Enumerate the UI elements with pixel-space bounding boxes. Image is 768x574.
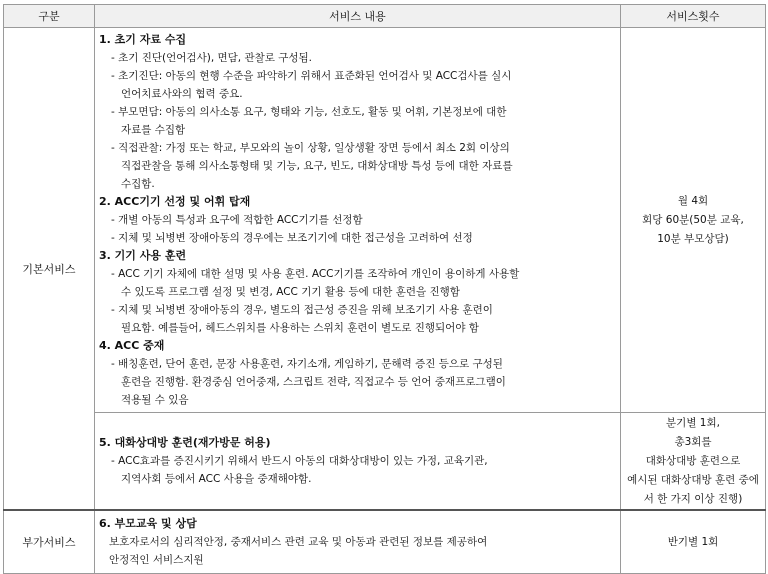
item-line: 초기 진단(언어검사), 면담, 관찰로 구성됨. bbox=[118, 52, 312, 64]
section-title: 4. ACC 중재 bbox=[99, 339, 165, 352]
list-item bbox=[99, 139, 616, 193]
extra-service-row bbox=[4, 510, 766, 574]
frequency-line: 10분 부모상담) bbox=[657, 232, 729, 245]
dash: - bbox=[111, 142, 115, 154]
item-line: 지체 및 뇌병변 장애아동의 경우에는 보조기기에 대한 접근성을 고려하여 선정 bbox=[118, 232, 473, 244]
list-item bbox=[99, 49, 616, 67]
item-line: 수 있도록 프로그램 설정 및 변경, ACC 기기 활용 등에 대한 훈련을 진행함 bbox=[121, 286, 460, 298]
section-initial-data bbox=[99, 31, 616, 193]
item-line: ACC 기기 자체에 대한 설명 및 사용 훈련. ACC기기를 조작하여 개인이 용이하게 사용할 bbox=[118, 268, 520, 280]
item-line: 언어치료사와의 협력 중요. bbox=[121, 88, 243, 100]
dash: - bbox=[111, 70, 115, 82]
item-line: 부모면담: 아동의 의사소통 요구, 형태와 기능, 선호도, 활동 및 어휘, 기본정보에 대한 bbox=[118, 106, 507, 118]
frequency-line: 대화상대방 훈련으로 bbox=[645, 454, 741, 467]
partner-training-frequency-cell bbox=[621, 413, 766, 511]
partner-training-row bbox=[4, 413, 766, 511]
extra-category-cell: 부가서비스 bbox=[4, 510, 95, 574]
table-header-row bbox=[4, 5, 766, 28]
list-item bbox=[99, 355, 616, 409]
item-line: 수집함. bbox=[121, 178, 155, 190]
extra-frequency-cell: 반기별 1회 bbox=[621, 510, 766, 574]
frequency-line: 월 4회 bbox=[677, 194, 709, 207]
dash: - bbox=[111, 358, 115, 370]
dash: - bbox=[111, 232, 115, 244]
section-title: 2. ACC기기 선정 및 어휘 탑재 bbox=[99, 195, 251, 208]
item-line: 적용될 수 있음 bbox=[121, 394, 189, 406]
section-title: 5. 대화상대방 훈련(재가방문 허용) bbox=[99, 436, 271, 449]
content-line: 안정적인 서비스지원 bbox=[109, 554, 204, 566]
dash: - bbox=[111, 304, 115, 316]
dash: - bbox=[111, 455, 115, 467]
header-content: 서비스 내용 bbox=[95, 5, 621, 28]
item-line: 훈련을 진행함. 환경중심 언어중재, 스크립트 전략, 직접교수 등 언어 중재프로그램이 bbox=[121, 376, 506, 388]
extra-content-cell bbox=[95, 510, 621, 574]
dash: - bbox=[111, 214, 115, 226]
basic-category-cell: 기본서비스 bbox=[4, 28, 95, 511]
section-acc-intervention bbox=[99, 337, 616, 409]
dash: - bbox=[111, 106, 115, 118]
list-item bbox=[99, 452, 616, 488]
list-item bbox=[99, 103, 616, 139]
header-frequency: 서비스횟수 bbox=[621, 5, 766, 28]
frequency-line: 예시된 대화상대방 훈련 중에 bbox=[627, 473, 759, 486]
item-line: 초기진단: 아동의 현행 수준을 파악하기 위해서 표준화된 언어검사 및 ACC검사를 실시 bbox=[118, 70, 512, 82]
service-table bbox=[3, 4, 766, 574]
basic-frequency-cell bbox=[621, 28, 766, 413]
basic-content-cell bbox=[95, 28, 621, 413]
header-category: 구분 bbox=[4, 5, 95, 28]
item-line: 개별 아동의 특성과 요구에 적합한 ACC기기를 선정함 bbox=[118, 214, 363, 226]
partner-training-content-cell bbox=[95, 413, 621, 511]
list-item bbox=[99, 229, 616, 247]
list-item bbox=[99, 67, 616, 103]
dash: - bbox=[111, 268, 115, 280]
content-line: 보호자로서의 심리적안정, 중재서비스 관련 교육 및 아동과 관련된 정보를 제공하여 bbox=[109, 536, 488, 548]
frequency-line: 총3회를 bbox=[674, 435, 712, 448]
item-line: ACC효과를 증진시키기 위해서 반드시 아동의 대화상대방이 있는 가정, 교육기관, bbox=[118, 455, 488, 467]
frequency-line: 회당 60분(50분 교육, bbox=[642, 213, 744, 226]
item-line: 자료를 수집함 bbox=[121, 124, 186, 136]
list-item bbox=[99, 301, 616, 337]
section-device-selection bbox=[99, 193, 616, 247]
item-line: 배칭훈련, 단어 훈련, 문장 사용훈련, 자기소개, 게임하기, 문해력 증진 등으로 구성된 bbox=[118, 358, 503, 370]
frequency-line: 분기별 1회, bbox=[666, 416, 720, 429]
section-title: 6. 부모교육 및 상담 bbox=[99, 517, 197, 530]
basic-service-row bbox=[4, 28, 766, 413]
list-item bbox=[99, 211, 616, 229]
section-title: 1. 초기 자료 수집 bbox=[99, 33, 187, 46]
list-item bbox=[99, 265, 616, 301]
section-device-training bbox=[99, 247, 616, 337]
dash: - bbox=[111, 52, 115, 64]
item-line: 직접관찰을 통해 의사소통형태 및 기능, 요구, 빈도, 대화상대방 특성 등에 대한 자료를 bbox=[121, 160, 513, 172]
item-line: 지체 및 뇌병변 장애아동의 경우, 별도의 접근성 증진을 위해 보조기기 사용 훈련이 bbox=[118, 304, 493, 316]
section-title: 3. 기기 사용 훈련 bbox=[99, 249, 187, 262]
frequency-line: 서 한 가지 이상 진행) bbox=[643, 492, 743, 505]
item-line: 필요함. 예를들어, 헤드스위치를 사용하는 스위치 훈련이 별도로 진행되어야 함 bbox=[121, 322, 479, 334]
item-line: 지역사회 등에서 ACC 사용을 중재해야함. bbox=[121, 473, 312, 485]
item-line: 직접관찰: 가정 또는 학교, 부모와의 놀이 상황, 일상생활 장면 등에서 최소 2회 이상의 bbox=[118, 142, 510, 154]
